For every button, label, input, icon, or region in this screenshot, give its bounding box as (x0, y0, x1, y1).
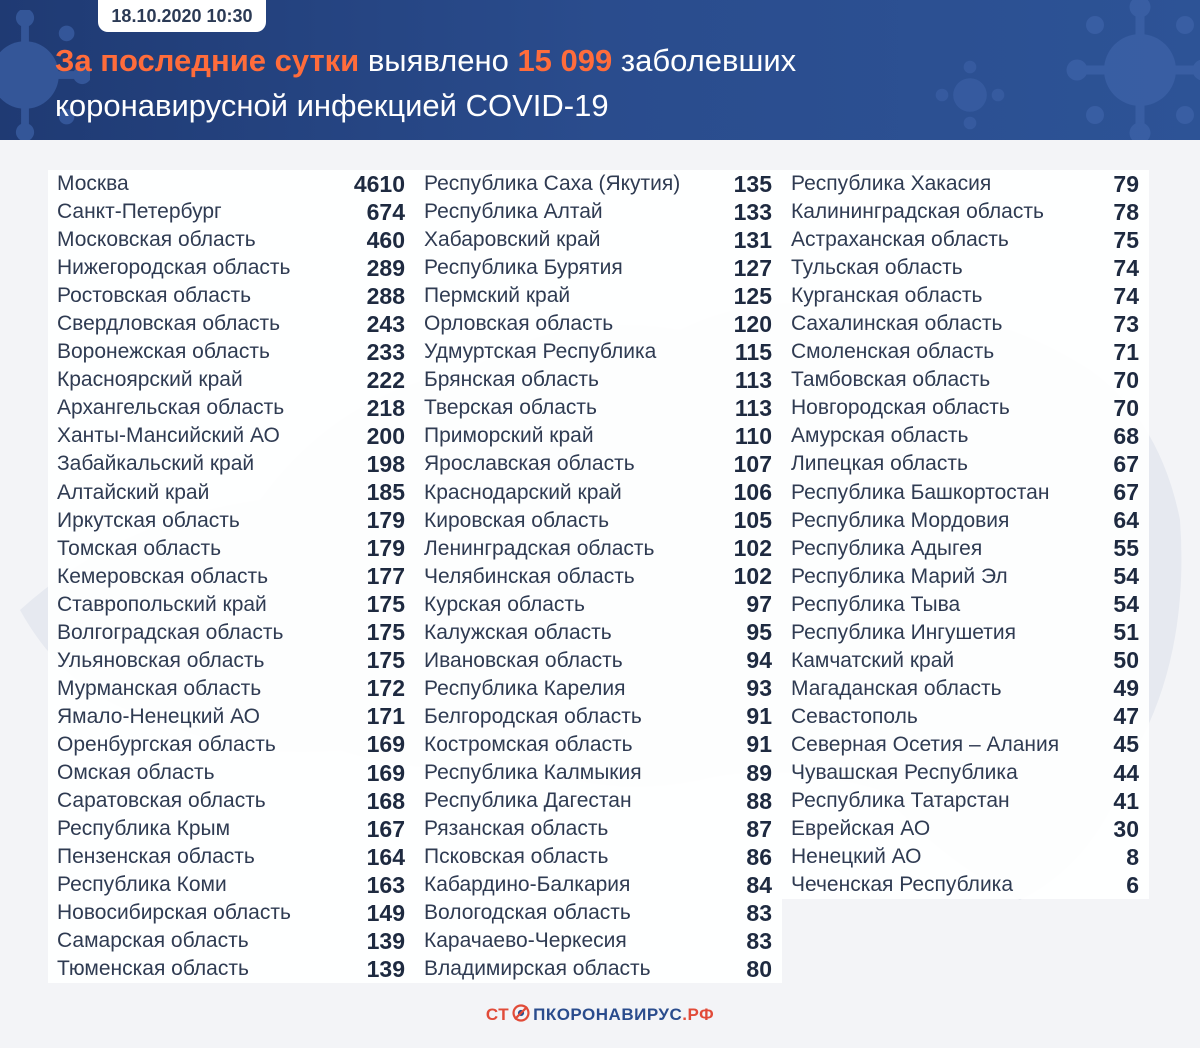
region-value: 113 (734, 394, 772, 421)
region-row (415, 759, 782, 787)
region-value: 95 (746, 619, 772, 646)
region-value: 139 (366, 927, 405, 954)
region-value: 131 (733, 226, 772, 253)
region-value: 50 (1113, 647, 1139, 674)
region-row (415, 254, 782, 282)
region-value: 175 (366, 619, 405, 646)
region-name: Московская область (57, 228, 256, 252)
region-name: Ставропольский край (57, 592, 267, 616)
region-value: 30 (1113, 815, 1139, 842)
region-value: 674 (366, 198, 405, 225)
region-row (415, 366, 782, 394)
region-name: Белгородская область (424, 704, 642, 728)
region-value: 79 (1113, 170, 1139, 197)
region-value: 91 (746, 731, 772, 758)
region-row (415, 170, 782, 198)
logo-text-start: СТ (485, 1005, 510, 1024)
virus-decoration-icon (1065, 0, 1200, 140)
region-name: Карачаево-Черкесия (424, 929, 627, 953)
region-row (415, 535, 782, 563)
region-value: 175 (366, 591, 405, 618)
region-value: 179 (366, 507, 405, 534)
region-name: Калининградская область (791, 200, 1044, 224)
region-name: Республика Мордовия (791, 508, 1010, 532)
region-value: 218 (366, 394, 405, 421)
region-name: Забайкальский край (57, 452, 255, 476)
region-name: Республика Хакасия (791, 172, 992, 196)
region-name: Кировская область (424, 508, 610, 532)
region-row (48, 591, 415, 619)
region-value: 93 (746, 675, 772, 702)
region-row (782, 507, 1149, 535)
regions-column-1 (48, 170, 415, 983)
region-name: Тюменская область (57, 957, 249, 981)
region-name: Смоленская область (791, 340, 995, 364)
region-name: Рязанская область (424, 817, 609, 841)
region-value: 67 (1113, 450, 1139, 477)
region-name: Тамбовская область (791, 368, 991, 392)
region-row (48, 507, 415, 535)
region-name: Свердловская область (57, 312, 281, 336)
region-row (415, 563, 782, 591)
region-value: 179 (366, 535, 405, 562)
region-row (48, 899, 415, 927)
region-value: 4610 (353, 170, 405, 197)
region-row (782, 619, 1149, 647)
region-row (415, 787, 782, 815)
region-row (48, 450, 415, 478)
region-name: Мурманская область (57, 676, 262, 700)
region-name: Республика Дагестан (424, 789, 632, 813)
region-name: Новгородская область (791, 396, 1010, 420)
region-row (415, 282, 782, 310)
region-value: 70 (1113, 366, 1139, 393)
region-row (782, 675, 1149, 703)
region-name: Архангельская область (57, 396, 285, 420)
region-row (782, 815, 1149, 843)
region-row (415, 479, 782, 507)
region-value: 120 (733, 310, 772, 337)
region-name: Ростовская область (57, 284, 252, 308)
region-row (48, 731, 415, 759)
region-value: 133 (733, 198, 772, 225)
region-row (48, 675, 415, 703)
region-row (48, 647, 415, 675)
region-value: 80 (746, 955, 772, 982)
region-row (782, 338, 1149, 366)
region-name: Хабаровский край (424, 228, 601, 252)
region-row (782, 170, 1149, 198)
region-value: 64 (1113, 507, 1139, 534)
region-name: Республика Тыва (791, 592, 961, 616)
stopcoronavirus-logo (0, 1000, 1200, 1030)
region-row (782, 310, 1149, 338)
region-row (415, 591, 782, 619)
region-name: Вологодская область (424, 901, 631, 925)
region-value: 288 (366, 282, 405, 309)
region-name: Ивановская область (424, 648, 623, 672)
region-value: 73 (1113, 310, 1139, 337)
region-name: Кабардино-Балкария (424, 873, 631, 897)
region-row (782, 535, 1149, 563)
region-row (48, 871, 415, 899)
region-value: 172 (366, 675, 405, 702)
headline (55, 38, 955, 128)
region-name: Удмуртская Республика (424, 340, 657, 364)
region-row (48, 310, 415, 338)
region-value: 110 (734, 422, 772, 449)
region-row (415, 226, 782, 254)
region-name: Липецкая область (791, 452, 968, 476)
region-row (782, 479, 1149, 507)
region-value: 44 (1113, 759, 1139, 786)
region-value: 49 (1113, 675, 1139, 702)
region-row (415, 843, 782, 871)
region-row (782, 394, 1149, 422)
region-row (782, 843, 1149, 871)
region-name: Краснодарский край (424, 480, 622, 504)
region-value: 102 (733, 535, 772, 562)
virus-stop-icon (510, 1002, 532, 1029)
region-value: 89 (746, 759, 772, 786)
regions-column-2 (415, 170, 782, 983)
region-name: Томская область (57, 536, 222, 560)
region-row (782, 282, 1149, 310)
region-value: 67 (1113, 479, 1139, 506)
region-value: 97 (746, 591, 772, 618)
region-row (782, 759, 1149, 787)
regions-column-3 (782, 170, 1149, 899)
region-row (782, 198, 1149, 226)
region-value: 106 (733, 479, 772, 506)
region-row (415, 899, 782, 927)
region-row (415, 394, 782, 422)
region-name: Чувашская Республика (791, 761, 1018, 784)
region-name: Республика Коми (57, 873, 227, 897)
region-name: Ульяновская область (57, 648, 265, 672)
region-name: Владимирская область (424, 957, 651, 981)
region-value: 47 (1113, 703, 1139, 730)
region-name: Еврейская АО (791, 817, 931, 841)
logo-text-end: .РФ (682, 1005, 715, 1024)
region-value: 6 (1126, 871, 1139, 898)
region-row (48, 282, 415, 310)
region-value: 75 (1113, 226, 1139, 253)
region-value: 54 (1113, 563, 1139, 590)
region-value: 289 (366, 254, 405, 281)
region-name: Магаданская область (791, 676, 1002, 700)
region-value: 198 (366, 450, 405, 477)
region-value: 74 (1113, 282, 1139, 309)
region-row (415, 675, 782, 703)
region-row (48, 170, 415, 198)
region-value: 135 (733, 170, 772, 197)
region-row (48, 254, 415, 282)
region-value: 83 (746, 899, 772, 926)
region-row (415, 198, 782, 226)
region-name: Кемеровская область (57, 564, 269, 588)
region-value: 200 (366, 422, 405, 449)
region-value: 167 (366, 815, 405, 842)
region-value: 175 (366, 647, 405, 674)
region-name: Ненецкий АО (791, 845, 922, 869)
region-value: 113 (734, 366, 772, 393)
region-name: Саратовская область (57, 789, 266, 813)
region-row (415, 450, 782, 478)
region-value: 74 (1113, 254, 1139, 281)
region-row (415, 619, 782, 647)
region-name: Новосибирская область (57, 901, 291, 925)
region-value: 149 (366, 899, 405, 926)
region-row (48, 927, 415, 955)
region-row (48, 338, 415, 366)
region-row (48, 394, 415, 422)
region-name: Астраханская область (791, 228, 1009, 252)
region-row (782, 703, 1149, 731)
region-name: Самарская область (57, 929, 249, 953)
header-banner (0, 0, 1200, 140)
region-value: 243 (366, 310, 405, 337)
region-row (782, 254, 1149, 282)
region-value: 171 (366, 703, 405, 730)
region-row (48, 619, 415, 647)
region-name: Сахалинская область (791, 312, 1003, 336)
region-name: Республика Крым (57, 817, 231, 841)
headline-part-1: выявлено (359, 43, 518, 78)
region-row (48, 955, 415, 983)
region-name: Тульская область (791, 256, 963, 280)
region-value: 83 (746, 927, 772, 954)
region-name: Ярославская область (424, 452, 635, 476)
region-row (415, 731, 782, 759)
region-row (48, 787, 415, 815)
region-row (48, 422, 415, 450)
region-value: 185 (366, 479, 405, 506)
region-row (48, 479, 415, 507)
region-value: 78 (1113, 198, 1139, 225)
region-name: Севастополь (791, 704, 918, 728)
region-name: Республика Татарстан (791, 789, 1010, 813)
region-value: 86 (746, 843, 772, 870)
region-name: Псковская область (424, 845, 609, 869)
region-name: Брянская область (424, 368, 599, 392)
region-name: Курская область (424, 592, 585, 616)
region-row (782, 450, 1149, 478)
region-row (782, 563, 1149, 591)
region-name: Ханты-Мансийский АО (57, 424, 280, 448)
region-name: Пермский край (424, 284, 571, 308)
region-row (782, 591, 1149, 619)
region-row (48, 563, 415, 591)
region-row (415, 871, 782, 899)
region-name: Камчатский край (791, 648, 955, 672)
region-name: Приморский край (424, 424, 594, 448)
region-row (48, 703, 415, 731)
headline-accent: За последние сутки (55, 43, 360, 78)
region-row (782, 647, 1149, 675)
region-name: Республика Калмыкия (424, 761, 642, 784)
region-name: Иркутская область (57, 508, 240, 532)
region-row (782, 787, 1149, 815)
region-value: 115 (734, 338, 772, 365)
region-value: 91 (746, 703, 772, 730)
region-name: Республика Ингушетия (791, 620, 1017, 644)
region-row (48, 198, 415, 226)
region-name: Амурская область (791, 424, 969, 448)
region-name: Москва (57, 172, 129, 196)
region-value: 164 (366, 843, 405, 870)
region-value: 127 (733, 254, 772, 281)
region-value: 125 (733, 282, 772, 309)
region-value: 169 (366, 731, 405, 758)
region-name: Республика Бурятия (424, 256, 623, 280)
region-value: 51 (1113, 619, 1139, 646)
region-row (415, 703, 782, 731)
region-row (415, 955, 782, 983)
headline-count: 15 099 (517, 43, 613, 78)
region-name: Орловская область (424, 312, 614, 336)
region-value: 168 (366, 787, 405, 814)
regions-table (48, 170, 1152, 984)
region-row (48, 843, 415, 871)
region-value: 84 (746, 871, 772, 898)
region-row (415, 507, 782, 535)
region-name: Алтайский край (57, 480, 210, 504)
region-value: 55 (1113, 535, 1139, 562)
region-name: Северная Осетия – Алания (791, 732, 1060, 756)
region-value: 222 (366, 366, 405, 393)
region-value: 8 (1126, 843, 1139, 870)
region-value: 177 (366, 563, 405, 590)
region-row (415, 927, 782, 955)
date-badge: 18.10.2020 10:30 (98, 0, 266, 32)
region-row (415, 815, 782, 843)
region-name: Оренбургская область (57, 732, 276, 756)
region-name: Ленинградская область (424, 536, 655, 560)
region-name: Тверская область (424, 396, 597, 420)
region-value: 139 (366, 955, 405, 982)
region-row (415, 310, 782, 338)
region-value: 68 (1113, 422, 1139, 449)
region-row (782, 871, 1149, 899)
region-name: Челябинская область (424, 564, 635, 588)
region-name: Республика Марий Эл (791, 564, 1008, 588)
region-name: Воронежская область (57, 340, 270, 364)
region-row (415, 422, 782, 450)
region-name: Республика Карелия (424, 676, 626, 700)
region-row (48, 535, 415, 563)
headline-line-2: коронавирусной инфекцией COVID-19 (55, 88, 609, 123)
region-name: Омская область (57, 761, 215, 784)
region-name: Санкт-Петербург (57, 200, 222, 224)
region-row (782, 422, 1149, 450)
region-name: Курганская область (791, 284, 983, 308)
headline-part-2: заболевших (612, 43, 797, 78)
region-value: 45 (1113, 731, 1139, 758)
region-row (48, 815, 415, 843)
region-value: 163 (366, 871, 405, 898)
region-name: Республика Адыгея (791, 536, 983, 560)
region-row (48, 759, 415, 787)
region-name: Волгоградская область (57, 620, 284, 644)
logo-text-middle: ПКОРОНАВИРУС (533, 1005, 683, 1024)
region-name: Красноярский край (57, 368, 243, 392)
region-value: 71 (1113, 338, 1139, 365)
region-row (782, 366, 1149, 394)
region-value: 169 (366, 759, 405, 786)
region-row (48, 366, 415, 394)
region-name: Ямало-Ненецкий АО (57, 704, 260, 728)
region-value: 87 (746, 815, 772, 842)
region-row (415, 338, 782, 366)
region-row (415, 647, 782, 675)
region-value: 233 (366, 338, 405, 365)
region-name: Калужская область (424, 620, 612, 644)
region-value: 105 (733, 507, 772, 534)
region-value: 107 (733, 450, 772, 477)
region-name: Нижегородская область (57, 256, 291, 280)
region-value: 102 (733, 563, 772, 590)
region-row (782, 731, 1149, 759)
region-value: 88 (746, 787, 772, 814)
region-name: Республика Саха (Якутия) (424, 172, 681, 196)
region-name: Республика Алтай (424, 200, 603, 224)
region-value: 41 (1113, 787, 1139, 814)
region-value: 94 (746, 647, 772, 674)
headline-line-1 (55, 38, 955, 83)
region-name: Костромская область (424, 732, 633, 756)
region-name: Чеченская Республика (791, 873, 1013, 897)
region-name: Республика Башкортостан (791, 480, 1050, 504)
region-name: Пензенская область (57, 845, 255, 869)
region-value: 460 (366, 226, 405, 253)
region-value: 70 (1113, 394, 1139, 421)
region-value: 54 (1113, 591, 1139, 618)
region-row (782, 226, 1149, 254)
region-row (48, 226, 415, 254)
